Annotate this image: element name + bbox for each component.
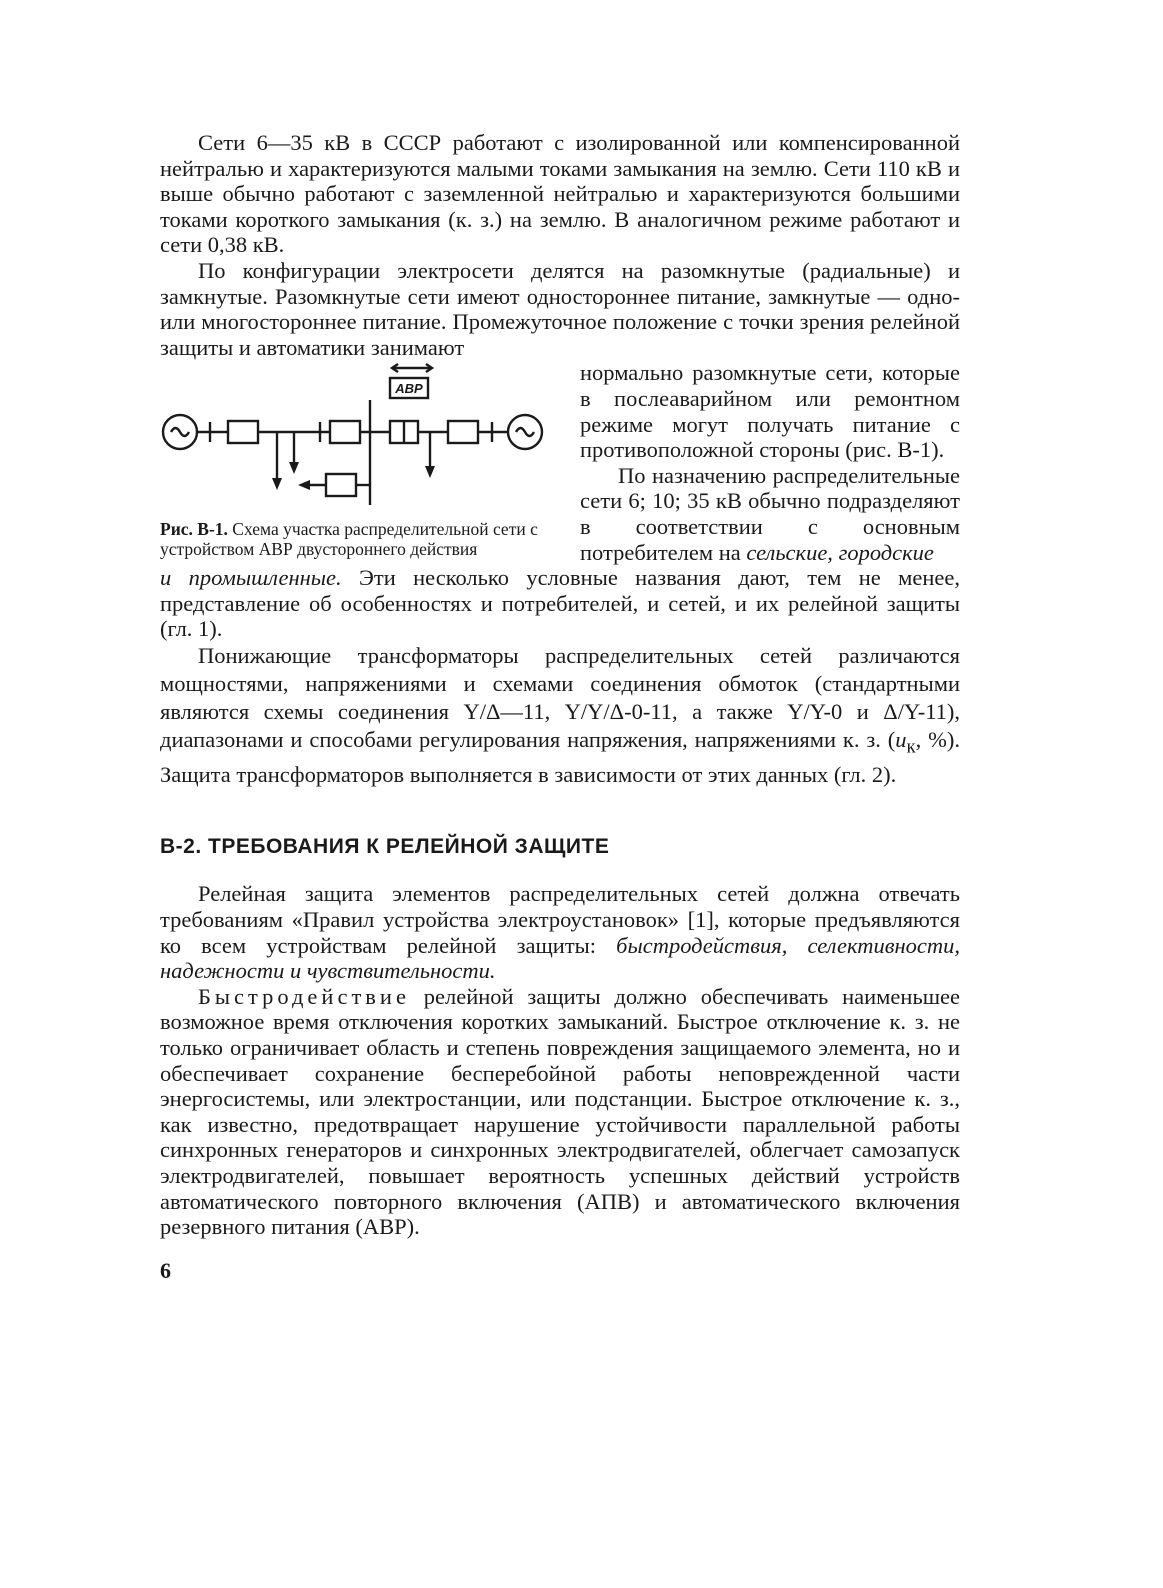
uk-symbol: u xyxy=(895,726,907,752)
scheme-2: Y/Y/Δ-0-11, xyxy=(564,698,678,724)
uk-subscript: к xyxy=(906,736,916,758)
figure-side-text xyxy=(580,360,960,565)
p6-text: релейной защиты должно обеспечивать наименьшее возможное время отключения коротких замыканий. Быстрое отключение к. з. не только ограничивает область и степень повреждения защищаемого элемента, но и обеспечивает сохранение бесперебойной работы неповрежденной части энергосистемы, или электростанции, или подстанции. Быстрое отключение к. з., как известно, предотвращает нарушение устойчивости параллельной работы синхронных генераторов и синхронных электродвигателей, облегчает самозапуск электродвигателей, повышает вероятность успешных действий устройств автоматического повторного включения (АПВ) и автоматического включения резервного питания (АВР). xyxy=(160,983,961,1240)
scheme-3: Y/Y-0 xyxy=(787,698,843,724)
p4-a: Понижающие трансформаторы распределительных сетей различаются мощностями, напряжениями и схемами соединения обмоток (стандартными являются схемы соединения xyxy=(160,642,960,724)
figure-row xyxy=(160,360,960,565)
paragraph-4 xyxy=(160,642,960,790)
paragraph-3-side xyxy=(580,463,960,565)
p4-and: и xyxy=(856,698,869,724)
caption-ref: Рис. В-1. xyxy=(160,519,228,540)
page-number: 6 xyxy=(160,1257,171,1283)
paragraph-1: Сети 6—35 кВ в СССР работают с изолированной или компенсированной нейтралью и характеризуются малыми токами замыкания на землю. Сети 110 кВ и выше обычно работают с заземленной нейтралью и характеризуются большими токами короткого замыкания (к. з.) на землю. В аналогичном режиме работают и сети 0,38 кВ. xyxy=(160,130,960,258)
p3-text: По назначению распределительные сети 6; 10; 35 кВ обычно подразделяют в соответствии с основным потребителем на xyxy=(580,462,960,565)
figure-b1 xyxy=(160,360,560,565)
p3-urban: городские xyxy=(838,539,934,565)
p3-rural: сельские, xyxy=(746,539,833,565)
abr-label: АВР xyxy=(395,381,423,397)
paragraph-6 xyxy=(160,984,960,1240)
paragraph-3-cont xyxy=(160,565,960,642)
p5-text: Релейная защита элементов распределительных сетей должна отвечать требованиям «Правил устройства электроустановок» [1], которые предъявляются ко всем устройствам релейной защиты: xyxy=(160,881,960,958)
p3-cont-text: Эти несколько условные названия дают, тем не менее, представление об особенностях и потребителей, и сетей, и их релейной защиты (гл. 1). xyxy=(160,565,960,642)
p4-c: ), диапазонами и способами регулирования напряжения, напряжениями к. з. ( xyxy=(160,698,960,752)
p4-d: , %). Защита трансформаторов выполняется в зависимости от этих данных (гл. 2). xyxy=(160,726,960,788)
p6-spaced: Быстродействие xyxy=(198,983,410,1009)
network-diagram xyxy=(160,360,560,515)
p4-b: а также xyxy=(692,698,773,724)
page-content xyxy=(160,130,960,1284)
scheme-4: Δ/Y-11 xyxy=(883,698,947,724)
figure-caption xyxy=(160,519,560,559)
scheme-1: Y/Δ—11, xyxy=(463,698,551,724)
p3-industrial: и промышленные. xyxy=(160,565,342,591)
p5-italic: быстродействия, селективности, надежности и чувствительности. xyxy=(160,932,960,984)
paragraph-5 xyxy=(160,881,960,983)
paragraph-2-side: нормально разомкнутые сети, которые в послеаварийном или ремонтном режиме могут получать питание с противоположной стороны (рис. В-1). xyxy=(580,360,960,463)
section-heading: В-2. ТРЕБОВАНИЯ К РЕЛЕЙНОЙ ЗАЩИТЕ xyxy=(160,835,610,859)
paragraph-2: По конфигурации электросети делятся на разомкнутые (радиальные) и замкнутые. Разомкнутые сети имеют одностороннее питание, замкнутые — одно- или многостороннее питание. Промежуточное положение с точки зрения релейной защиты и автоматики занимают xyxy=(160,257,960,360)
caption-text: Схема участка распределительной сети с устройством АВР двустороннего действия xyxy=(160,519,538,560)
